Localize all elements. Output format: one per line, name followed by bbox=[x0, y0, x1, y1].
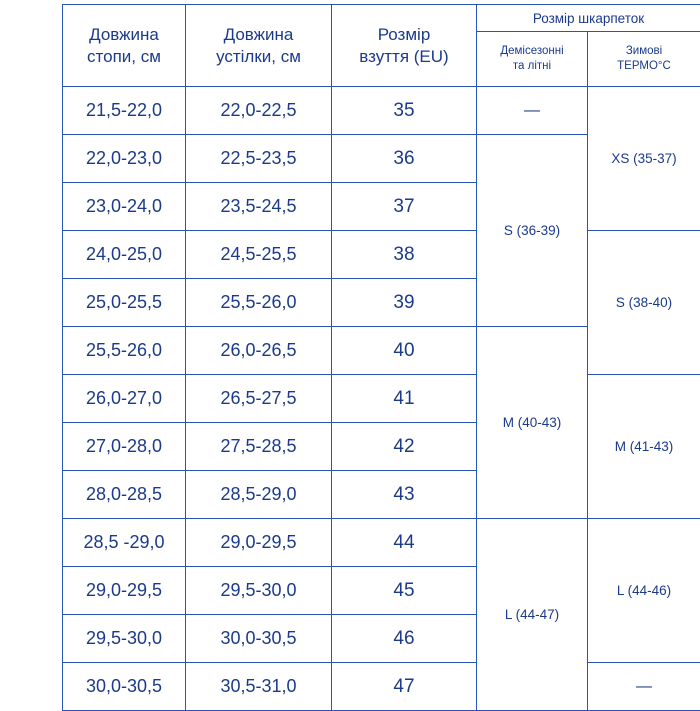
header-shoe-size-eu bbox=[332, 5, 477, 87]
cell-foot-length: 25,5-26,0 bbox=[63, 327, 186, 375]
cell-insole-length: 26,5-27,5 bbox=[186, 375, 332, 423]
cell-shoe-size-eu: 47 bbox=[332, 663, 477, 711]
header-foot-length bbox=[63, 5, 186, 87]
cell-insole-length: 26,0-26,5 bbox=[186, 327, 332, 375]
table-row bbox=[63, 519, 700, 567]
cell-shoe-size-eu: 37 bbox=[332, 183, 477, 231]
cell-sock-winter: S (38-40) bbox=[588, 231, 700, 375]
cell-shoe-size-eu: 44 bbox=[332, 519, 477, 567]
header-winter-line1: Зимові bbox=[588, 44, 700, 59]
cell-insole-length: 24,5-25,5 bbox=[186, 231, 332, 279]
cell-shoe-size-eu: 36 bbox=[332, 135, 477, 183]
cell-shoe-size-eu: 45 bbox=[332, 567, 477, 615]
header-insole-length bbox=[186, 5, 332, 87]
header-insole-length-line2: устілки, см bbox=[186, 46, 331, 67]
header-shoe-size-line1: Розмір bbox=[332, 24, 476, 45]
cell-shoe-size-eu: 42 bbox=[332, 423, 477, 471]
cell-insole-length: 29,5-30,0 bbox=[186, 567, 332, 615]
shoe-size-table bbox=[62, 4, 700, 711]
cell-sock-winter: XS (35-37) bbox=[588, 87, 700, 231]
cell-foot-length: 30,0-30,5 bbox=[63, 663, 186, 711]
cell-foot-length: 29,5-30,0 bbox=[63, 615, 186, 663]
cell-sock-winter: M (41-43) bbox=[588, 375, 700, 519]
header-foot-length-line2: стопи, см bbox=[63, 46, 185, 67]
cell-insole-length: 28,5-29,0 bbox=[186, 471, 332, 519]
table-header bbox=[63, 5, 700, 87]
cell-foot-length: 25,0-25,5 bbox=[63, 279, 186, 327]
header-foot-length-line1: Довжина bbox=[63, 24, 185, 45]
header-sock-size: Розмір шкарпеток bbox=[477, 5, 700, 32]
cell-foot-length: 21,5-22,0 bbox=[63, 87, 186, 135]
header-row-top bbox=[63, 5, 700, 32]
cell-insole-length: 25,5-26,0 bbox=[186, 279, 332, 327]
cell-sock-demi: S (36-39) bbox=[477, 135, 588, 327]
header-winter bbox=[588, 32, 700, 87]
cell-sock-demi: L (44-47) bbox=[477, 519, 588, 711]
cell-insole-length: 30,0-30,5 bbox=[186, 615, 332, 663]
cell-shoe-size-eu: 41 bbox=[332, 375, 477, 423]
cell-sock-winter: — bbox=[588, 663, 700, 711]
cell-insole-length: 22,5-23,5 bbox=[186, 135, 332, 183]
cell-foot-length: 28,0-28,5 bbox=[63, 471, 186, 519]
cell-foot-length: 28,5 -29,0 bbox=[63, 519, 186, 567]
cell-shoe-size-eu: 35 bbox=[332, 87, 477, 135]
table-row bbox=[63, 375, 700, 423]
cell-insole-length: 22,0-22,5 bbox=[186, 87, 332, 135]
cell-shoe-size-eu: 43 bbox=[332, 471, 477, 519]
cell-foot-length: 26,0-27,0 bbox=[63, 375, 186, 423]
cell-shoe-size-eu: 38 bbox=[332, 231, 477, 279]
cell-shoe-size-eu: 46 bbox=[332, 615, 477, 663]
cell-shoe-size-eu: 40 bbox=[332, 327, 477, 375]
cell-shoe-size-eu: 39 bbox=[332, 279, 477, 327]
table-body bbox=[63, 87, 700, 711]
table-row bbox=[63, 87, 700, 135]
cell-sock-demi: — bbox=[477, 87, 588, 135]
header-insole-length-line1: Довжина bbox=[186, 24, 331, 45]
cell-sock-demi: M (40-43) bbox=[477, 327, 588, 519]
table-row bbox=[63, 231, 700, 279]
cell-foot-length: 24,0-25,0 bbox=[63, 231, 186, 279]
cell-insole-length: 27,5-28,5 bbox=[186, 423, 332, 471]
header-demi-line1: Демісезонні bbox=[477, 44, 587, 59]
cell-insole-length: 29,0-29,5 bbox=[186, 519, 332, 567]
header-shoe-size-line2: взуття (EU) bbox=[332, 46, 476, 67]
cell-insole-length: 23,5-24,5 bbox=[186, 183, 332, 231]
header-winter-line2: ТЕРМО°С bbox=[588, 59, 700, 74]
header-demi-season bbox=[477, 32, 588, 87]
cell-insole-length: 30,5-31,0 bbox=[186, 663, 332, 711]
cell-sock-winter: L (44-46) bbox=[588, 519, 700, 663]
cell-foot-length: 22,0-23,0 bbox=[63, 135, 186, 183]
size-chart-sheet bbox=[0, 4, 700, 704]
header-demi-line2: та літні bbox=[477, 59, 587, 74]
table-row bbox=[63, 663, 700, 711]
cell-foot-length: 23,0-24,0 bbox=[63, 183, 186, 231]
cell-foot-length: 27,0-28,0 bbox=[63, 423, 186, 471]
cell-foot-length: 29,0-29,5 bbox=[63, 567, 186, 615]
